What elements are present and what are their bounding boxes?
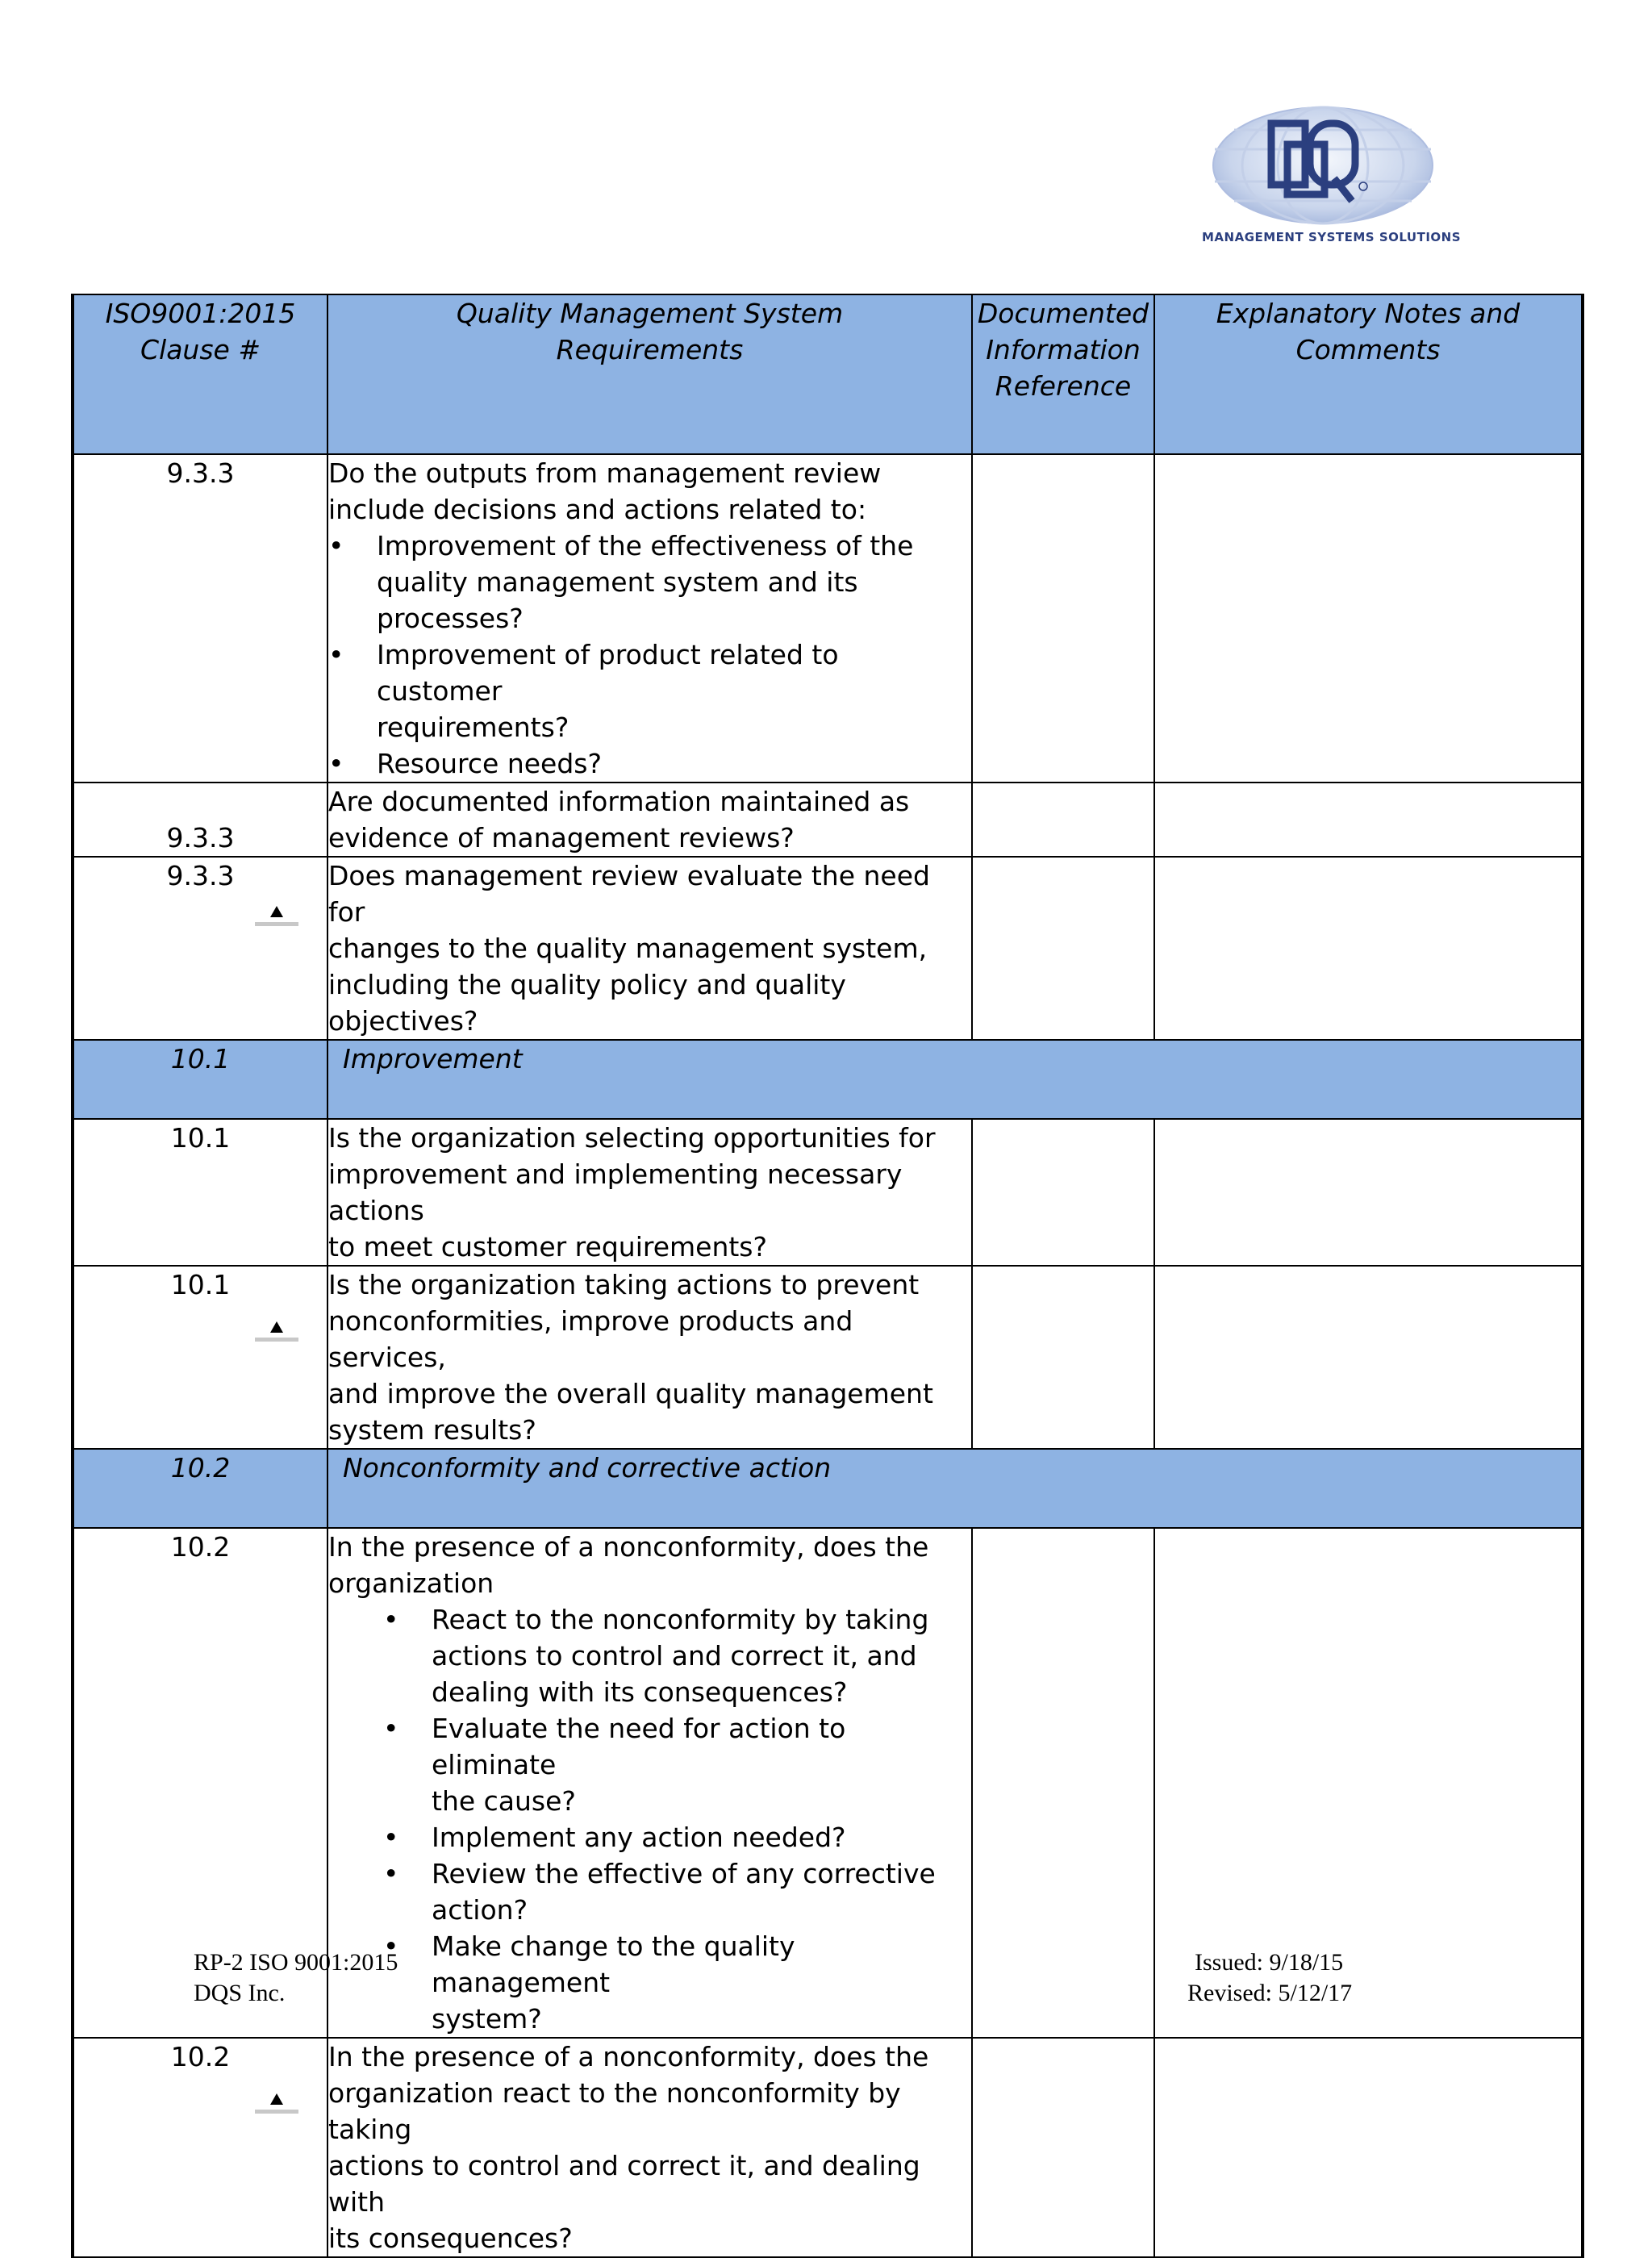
table-row (73, 783, 1583, 857)
section-number: 10.2 (73, 1449, 327, 1528)
clause-number: 10.2 (73, 2038, 327, 2257)
requirement-text: Does management review evaluate the need for changes to the quality management system, including the quality policy and quality objectives? (327, 857, 972, 1040)
footer-company: DQS Inc. (194, 1980, 286, 2006)
documented-info-cell[interactable] (972, 783, 1154, 857)
list-item: • Improvement of product related to customer requirements? (377, 636, 971, 745)
documented-info-cell[interactable] (972, 1528, 1154, 2038)
logo-tagline: MANAGEMENT SYSTEMS SOLUTIONS (1202, 230, 1462, 244)
clause-number: 9.3.3 (73, 454, 327, 783)
requirement-text: Are documented information maintained as evidence of management reviews? (327, 783, 972, 857)
new-requirement-triangle-icon (255, 1315, 298, 1344)
clause-number: 10.1 (73, 1119, 327, 1266)
footer-document-id: RP-2 ISO 9001:2015 (194, 1949, 398, 1976)
list-item: • Evaluate the need for action to eliminate the cause? (432, 1710, 971, 1819)
requirement-text: Do the outputs from management review include decisions and actions related to: • Improvement of the effectiveness of the quality management system and its processes? • Improvement of product related to customer requirements? • Resource needs? (327, 454, 972, 783)
list-item: • Resource needs? (377, 745, 971, 782)
footer-revised: Revised: 5/12/17 (1187, 1980, 1353, 2006)
header-documented-info: Documented Information Reference (972, 294, 1154, 454)
dqs-globe-icon (1202, 101, 1444, 230)
table-row (73, 1119, 1583, 1266)
footer-right (1187, 1947, 1352, 2009)
section-row-10-2 (73, 1449, 1583, 1528)
list-item: • Implement any action needed? (432, 1819, 971, 1855)
section-title: Improvement (327, 1040, 1583, 1119)
clause-number: 9.3.3 (73, 783, 327, 857)
list-item: • Make change to the quality management system? (432, 1928, 971, 2037)
new-requirement-triangle-icon (255, 899, 298, 929)
requirement-text: In the presence of a nonconformity, does the organization • React to the nonconformity by taking actions to control and correct it, and dealing with its consequences? • Evaluate the need for action to eliminate the cause? • Implement any action needed? • Review the effective of any corrective action? • Make change to the quality management system? (327, 1528, 972, 2038)
requirement-text: Is the organization selecting opportunities for improvement and implementing necessary actions to meet customer requirements? (327, 1119, 972, 1266)
requirement-text: In the presence of a nonconformity, does the organization react to the nonconformity by taking actions to control and correct it, and dealing with its consequences? (327, 2038, 972, 2257)
requirement-text: Is the organization taking actions to prevent nonconformities, improve products and services, and improve the overall quality management system results? (327, 1266, 972, 1449)
list-item: • Improvement of the effectiveness of the quality management system and its processes? (377, 528, 971, 636)
list-item: • React to the nonconformity by taking actions to control and correct it, and dealing with its consequences? (432, 1601, 971, 1710)
table-row (73, 454, 1583, 783)
notes-cell[interactable] (1154, 1119, 1583, 1266)
clause-number: 9.3.3 (73, 857, 327, 1040)
dqs-logo (1202, 101, 1462, 254)
documented-info-cell[interactable] (972, 1119, 1154, 1266)
notes-cell[interactable] (1154, 1266, 1583, 1449)
list-item: • Review the effective of any corrective action? (432, 1855, 971, 1928)
table-row (73, 857, 1583, 1040)
documented-info-cell[interactable] (972, 2038, 1154, 2257)
table-header-row (73, 294, 1583, 454)
new-requirement-triangle-icon (255, 2087, 298, 2116)
header-requirements: Quality Management System Requirements (327, 294, 972, 454)
clause-number: 10.2 (73, 1528, 327, 2038)
footer-left (194, 1947, 398, 2009)
documented-info-cell[interactable] (972, 1266, 1154, 1449)
notes-cell[interactable] (1154, 2038, 1583, 2257)
documented-info-cell[interactable] (972, 857, 1154, 1040)
table-row (73, 2038, 1583, 2257)
footer-issued: Issued: 9/18/15 (1195, 1949, 1344, 1976)
notes-cell[interactable] (1154, 454, 1583, 783)
documented-info-cell[interactable] (972, 454, 1154, 783)
section-row-10-1 (73, 1040, 1583, 1119)
notes-cell[interactable] (1154, 857, 1583, 1040)
section-title: Nonconformity and corrective action (327, 1449, 1583, 1528)
header-notes: Explanatory Notes and Comments (1154, 294, 1583, 454)
header-clause: ISO9001:2015 Clause # (73, 294, 327, 454)
notes-cell[interactable] (1154, 783, 1583, 857)
table-row (73, 1266, 1583, 1449)
section-number: 10.1 (73, 1040, 327, 1119)
clause-number: 10.1 (73, 1266, 327, 1449)
